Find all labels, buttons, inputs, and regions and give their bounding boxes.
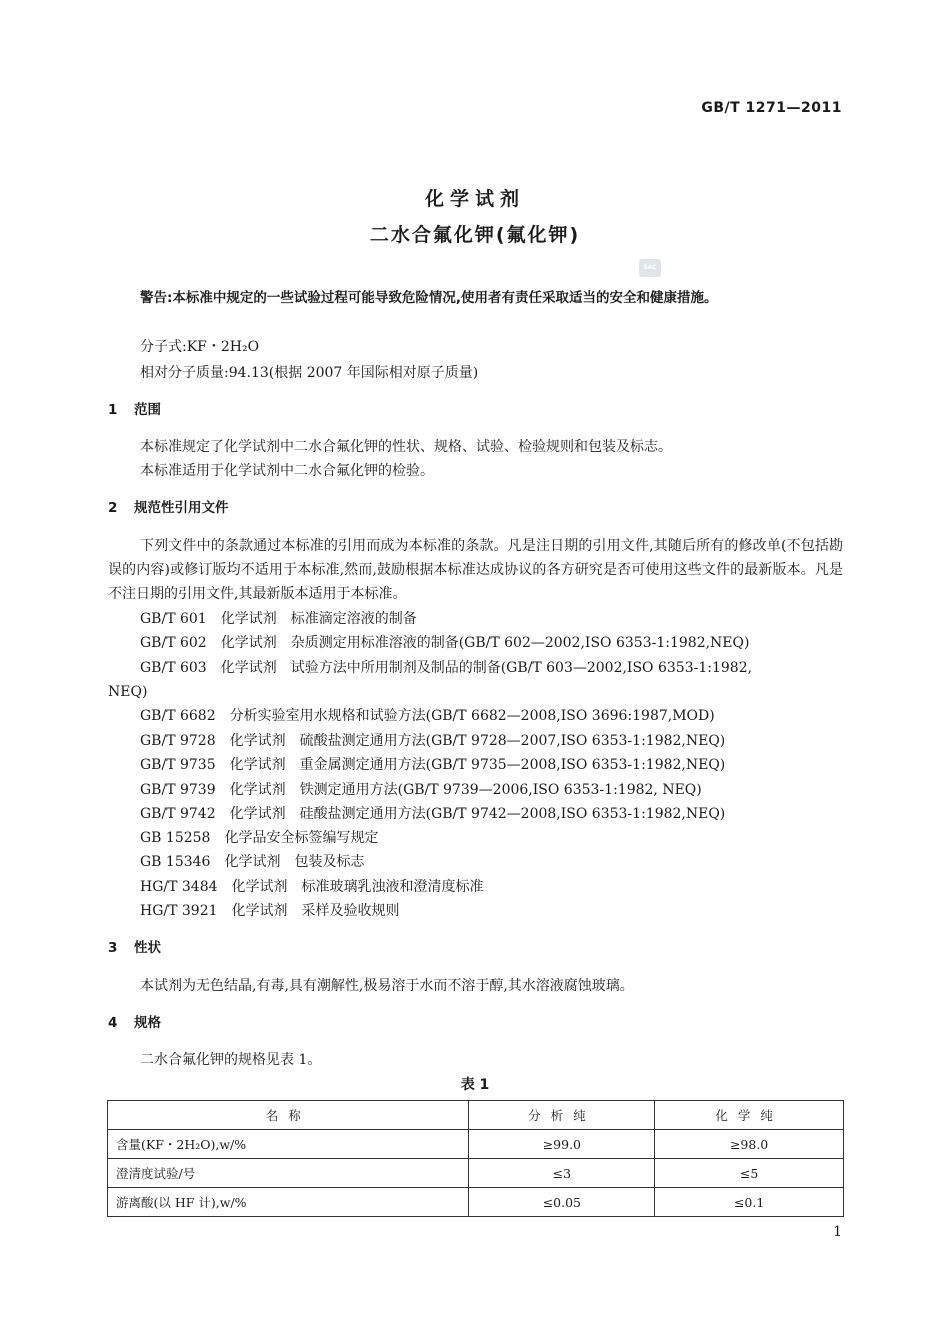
table-cell: ≥99.0 xyxy=(469,1130,655,1159)
section-title: 规格 xyxy=(134,1015,161,1031)
reference-item: GB/T 9739 化学试剂 铁测定通用方法(GB/T 9739—2006,ISO 6353-1:1982, NEQ) xyxy=(140,782,702,798)
reference-item: GB/T 603 化学试剂 试验方法中所用制剂及制品的制备(GB/T 603—2002,ISO 6353-1:1982, xyxy=(140,660,753,676)
references-intro: 下列文件中的条款通过本标准的引用而成为本标准的条款。凡是注日期的引用文件,其随后所有的修改单(不包括勘误的内容)或修订版均不适用于本标准,然而,鼓励根据本标准达成协议的各方研究是否可使用这些文件的最新版本。凡是不注日期的引用文件,其最新版本适用于本标准。 xyxy=(108,538,843,602)
table-row xyxy=(108,1188,844,1217)
section-title: 范围 xyxy=(134,402,161,418)
section-heading-scope xyxy=(108,398,161,422)
section-heading-references xyxy=(108,496,229,520)
specification-intro: 二水合氟化钾的规格见表 1。 xyxy=(140,1052,322,1068)
table-caption: 表 1 xyxy=(460,1077,490,1093)
table-header-cell: 名称 xyxy=(108,1101,469,1130)
section-number: 4 xyxy=(108,1015,118,1031)
table-cell: ≤5 xyxy=(655,1159,844,1188)
reference-item: GB/T 602 化学试剂 杂质测定用标准溶液的制备(GB/T 602—2002,ISO 6353-1:1982,NEQ) xyxy=(140,635,750,651)
section-number: 1 xyxy=(108,402,118,418)
reference-item: GB/T 6682 分析实验室用水规格和试验方法(GB/T 6682—2008,ISO 3696:1987,MOD) xyxy=(140,708,715,724)
table-cell: 含量(KF・2H₂O),w/% xyxy=(108,1130,469,1159)
table-cell: 澄清度试验/号 xyxy=(108,1159,469,1188)
reference-item: GB/T 9728 化学试剂 硫酸盐测定通用方法(GB/T 9728—2007,ISO 6353-1:1982,NEQ) xyxy=(140,733,726,749)
table-cell: 游离酸(以 HF 计),w/% xyxy=(108,1188,469,1217)
section-heading-specification xyxy=(108,1011,161,1035)
reference-item: HG/T 3484 化学试剂 标准玻璃乳浊液和澄清度标准 xyxy=(140,879,484,895)
table-cell: ≤0.05 xyxy=(469,1188,655,1217)
table-cell: ≥98.0 xyxy=(655,1130,844,1159)
sac-watermark-logo: SAC xyxy=(639,259,661,277)
specification-table xyxy=(107,1100,844,1217)
doc-title-line2: 二水合氟化钾(氟化钾) xyxy=(369,224,581,246)
table-row xyxy=(108,1159,844,1188)
section-number: 3 xyxy=(108,940,118,956)
properties-text: 本试剂为无色结晶,有毒,具有潮解性,极易溶于水而不溶于醇,其水溶液腐蚀玻璃。 xyxy=(140,978,634,994)
reference-item: HG/T 3921 化学试剂 采样及验收规则 xyxy=(140,903,400,919)
reference-item: GB 15346 化学试剂 包装及标志 xyxy=(140,854,365,870)
reference-item: GB 15258 化学品安全标签编写规定 xyxy=(140,830,379,846)
table-header-cell: 化学纯 xyxy=(655,1101,844,1130)
section-title: 规范性引用文件 xyxy=(134,500,229,516)
table-row xyxy=(108,1130,844,1159)
table-header-row xyxy=(108,1101,844,1130)
warning-text: 警告:本标准中规定的一些试验过程可能导致危险情况,使用者有责任采取适当的安全和健康措施。 xyxy=(140,290,718,306)
section-number: 2 xyxy=(108,500,118,516)
reference-item: GB/T 9735 化学试剂 重金属测定通用方法(GB/T 9735—2008,ISO 6353-1:1982,NEQ) xyxy=(140,757,726,773)
page-number: 1 xyxy=(833,1224,842,1240)
table-header-cell: 分析纯 xyxy=(469,1101,655,1130)
molecular-mass: 相对分子质量:94.13(根据 2007 年国际相对原子质量) xyxy=(140,365,479,381)
section-heading-properties xyxy=(108,936,161,960)
table-cell: ≤3 xyxy=(469,1159,655,1188)
table-cell: ≤0.1 xyxy=(655,1188,844,1217)
doc-title-line1: 化学试剂 xyxy=(424,188,525,210)
reference-item-continuation: NEQ) xyxy=(108,684,148,700)
molecular-formula: 分子式:KF・2H₂O xyxy=(140,339,260,355)
scope-para-2: 本标准适用于化学试剂中二水合氟化钾的检验。 xyxy=(140,463,434,479)
reference-item: GB/T 9742 化学试剂 硅酸盐测定通用方法(GB/T 9742—2008,ISO 6353-1:1982,NEQ) xyxy=(140,806,726,822)
section-title: 性状 xyxy=(134,940,161,956)
reference-item: GB/T 601 化学试剂 标准滴定溶液的制备 xyxy=(140,611,417,627)
scope-para-1: 本标准规定了化学试剂中二水合氟化钾的性状、规格、试验、检验规则和包装及标志。 xyxy=(140,439,672,455)
standard-number: GB/T 1271—2011 xyxy=(701,100,842,116)
